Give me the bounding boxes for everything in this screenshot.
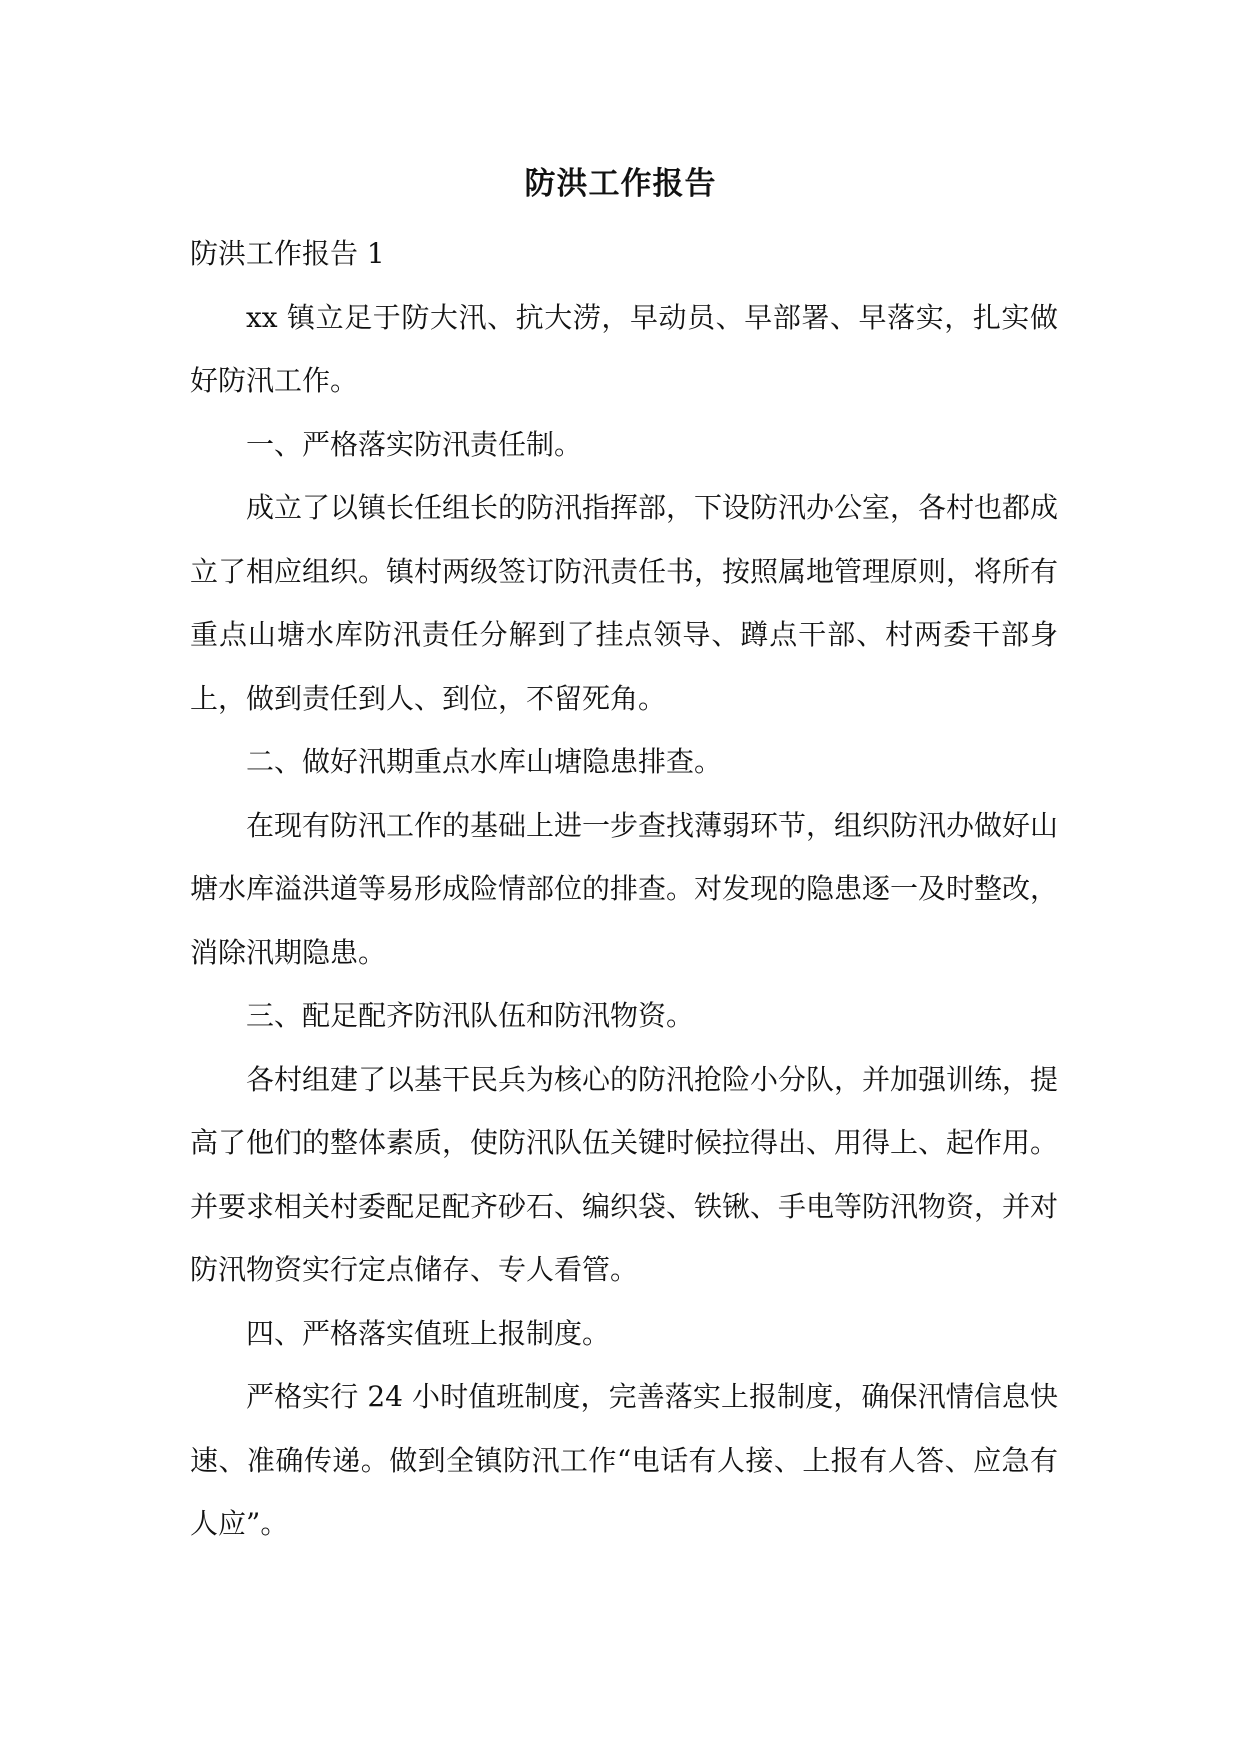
- section-heading-2: 二、做好汛期重点水库山塘隐患排查。: [246, 745, 723, 778]
- document-body: [190, 222, 1058, 1556]
- document-title: 防洪工作报告: [524, 166, 717, 202]
- section-paragraph-2: 在现有防汛工作的基础上进一步查找薄弱环节，组织防汛办做好山塘水库溢洪道等易形成险情部位的排查。对发现的隐患逐一及时整改，消除汛期隐患。: [190, 808, 1059, 969]
- document-subtitle: 防洪工作报告 1: [190, 237, 385, 270]
- section-paragraph-3: 各村组建了以基干民兵为核心的防汛抢险小分队，并加强训练，提高了他们的整体素质，使防汛队伍关键时候拉得出、用得上、起作用。并要求相关村委配足配齐砂石、编织袋、铁锹、手电等防汛物资，并对防汛物资实行定点储存、专人看管。: [190, 1062, 1059, 1286]
- section-paragraph-1: 成立了以镇长任组长的防汛指挥部，下设防汛办公室，各村也都成立了相应组织。镇村两级签订防汛责任书，按照属地管理原则，将所有重点山塘水库防汛责任分解到了挂点领导、蹲点干部、村两委干部身上，做到责任到人、到位，不留死角。: [190, 491, 1059, 715]
- section-heading-3: 三、配足配齐防汛队伍和防汛物资。: [246, 999, 695, 1032]
- section-heading-1: 一、严格落实防汛责任制。: [246, 427, 583, 461]
- section-heading-4: 四、严格落实值班上报制度。: [246, 1316, 611, 1350]
- intro-paragraph: xx 镇立足于防大汛、抗大涝，早动员、早部署、早落实，扎实做好防汛工作。: [190, 300, 1058, 397]
- section-paragraph-4: 严格实行 24 小时值班制度，完善落实上报制度，确保汛情信息快速、准确传递。做到全镇防汛工作“电话有人接、上报有人答、应急有人应”。: [190, 1380, 1058, 1540]
